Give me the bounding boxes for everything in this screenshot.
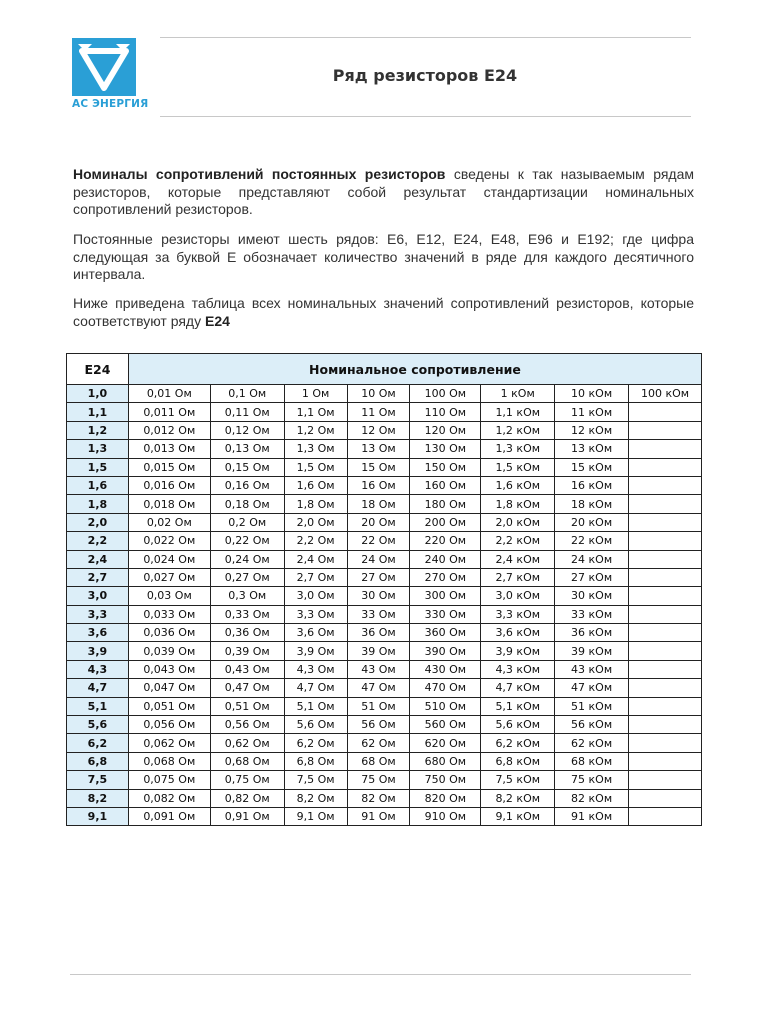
logo-text: АС ЭНЕРГИЯ bbox=[72, 98, 149, 110]
resistance-cell: 15 Ом bbox=[347, 458, 410, 476]
resistance-cell: 0,62 Ом bbox=[210, 734, 284, 752]
resistance-cell: 51 кОм bbox=[555, 697, 629, 715]
resistance-cell: 6,8 Ом bbox=[284, 752, 347, 770]
table-row bbox=[67, 697, 702, 715]
company-logo bbox=[72, 38, 149, 112]
resistance-cell: 75 кОм bbox=[555, 771, 629, 789]
resistance-cell: 5,6 Ом bbox=[284, 716, 347, 734]
resistance-cell: 62 Ом bbox=[347, 734, 410, 752]
resistance-cell: 0,047 Ом bbox=[128, 679, 210, 697]
resistance-cell: 0,051 Ом bbox=[128, 697, 210, 715]
resistance-cell: 5,1 Ом bbox=[284, 697, 347, 715]
resistance-cell bbox=[629, 587, 702, 605]
resistance-cell: 16 кОм bbox=[555, 476, 629, 494]
resistance-cell: 51 Ом bbox=[347, 697, 410, 715]
resistance-cell: 0,27 Ом bbox=[210, 568, 284, 586]
resistance-cell: 91 Ом bbox=[347, 807, 410, 825]
resistance-cell: 0,16 Ом bbox=[210, 476, 284, 494]
resistance-cell: 0,11 Ом bbox=[210, 403, 284, 421]
series-value-cell: 4,3 bbox=[67, 660, 129, 678]
resistance-cell bbox=[629, 624, 702, 642]
resistance-cell: 4,7 Ом bbox=[284, 679, 347, 697]
resistance-cell: 16 Ом bbox=[347, 476, 410, 494]
series-value-cell: 3,0 bbox=[67, 587, 129, 605]
resistance-cell: 62 кОм bbox=[555, 734, 629, 752]
table-row bbox=[67, 752, 702, 770]
resistance-cell: 0,68 Ом bbox=[210, 752, 284, 770]
resistance-cell: 1,8 кОм bbox=[481, 495, 555, 513]
table-row bbox=[67, 403, 702, 421]
resistance-cell bbox=[629, 532, 702, 550]
resistance-cell: 0,12 Ом bbox=[210, 421, 284, 439]
resistance-cell bbox=[629, 568, 702, 586]
resistance-cell bbox=[629, 403, 702, 421]
table-row bbox=[67, 476, 702, 494]
resistance-cell bbox=[629, 605, 702, 623]
resistance-cell: 4,3 Ом bbox=[284, 660, 347, 678]
resistance-cell: 0,22 Ом bbox=[210, 532, 284, 550]
resistance-cell: 27 Ом bbox=[347, 568, 410, 586]
resistance-cell: 22 Ом bbox=[347, 532, 410, 550]
resistance-cell: 3,0 Ом bbox=[284, 587, 347, 605]
resistance-cell: 150 Ом bbox=[410, 458, 481, 476]
resistance-cell: 5,6 кОм bbox=[481, 716, 555, 734]
series-value-cell: 2,4 bbox=[67, 550, 129, 568]
resistance-cell: 18 Ом bbox=[347, 495, 410, 513]
resistance-cell: 39 Ом bbox=[347, 642, 410, 660]
resistance-cell: 0,03 Ом bbox=[128, 587, 210, 605]
resistance-cell: 0,012 Ом bbox=[128, 421, 210, 439]
series-value-cell: 2,0 bbox=[67, 513, 129, 531]
table-row bbox=[67, 550, 702, 568]
resistance-cell: 0,47 Ом bbox=[210, 679, 284, 697]
resistance-cell bbox=[629, 421, 702, 439]
intro-p1-bold: Номиналы сопротивлений постоянных резисторов bbox=[73, 166, 446, 182]
resistance-cell: 0,1 Ом bbox=[210, 385, 284, 403]
resistance-cell: 3,9 Ом bbox=[284, 642, 347, 660]
resistance-cell bbox=[629, 734, 702, 752]
intro-p3-bold: Е24 bbox=[205, 312, 230, 329]
resistance-cell: 1 кОм bbox=[481, 385, 555, 403]
resistance-cell: 0,91 Ом bbox=[210, 807, 284, 825]
resistance-cell: 680 Ом bbox=[410, 752, 481, 770]
resistance-cell bbox=[629, 660, 702, 678]
series-value-cell: 3,9 bbox=[67, 642, 129, 660]
intro-p1-rest: сведены к так называемым рядам резисторов, которые представляют собой результат стандартизации номинальных сопротивлений резисторов. bbox=[73, 166, 694, 217]
resistance-cell: 3,9 кОм bbox=[481, 642, 555, 660]
resistance-cell: 1,3 Ом bbox=[284, 440, 347, 458]
resistance-cell: 2,0 Ом bbox=[284, 513, 347, 531]
resistance-cell: 20 Ом bbox=[347, 513, 410, 531]
page-title: Ряд резисторов Е24 bbox=[332, 66, 518, 85]
header-bottom-rule bbox=[160, 116, 691, 117]
table-row bbox=[67, 771, 702, 789]
resistance-cell bbox=[629, 789, 702, 807]
header-series: Е24 bbox=[67, 354, 129, 385]
resistance-cell: 1,2 кОм bbox=[481, 421, 555, 439]
intro-p3-text: Ниже приведена таблица всех номинальных значений сопротивлений резисторов, которые соответствуют ряду bbox=[73, 295, 694, 329]
resistance-cell: 0,33 Ом bbox=[210, 605, 284, 623]
resistance-cell: 1,1 Ом bbox=[284, 403, 347, 421]
resistance-cell: 24 кОм bbox=[555, 550, 629, 568]
resistance-cell: 130 Ом bbox=[410, 440, 481, 458]
resistance-cell bbox=[629, 476, 702, 494]
resistance-cell: 200 Ом bbox=[410, 513, 481, 531]
resistance-cell: 180 Ом bbox=[410, 495, 481, 513]
resistance-cell: 39 кОм bbox=[555, 642, 629, 660]
resistance-cell: 0,01 Ом bbox=[128, 385, 210, 403]
resistance-cell: 30 кОм bbox=[555, 587, 629, 605]
footer-rule bbox=[70, 974, 691, 975]
resistance-cell: 1 Ом bbox=[284, 385, 347, 403]
resistance-cell: 0,018 Ом bbox=[128, 495, 210, 513]
resistance-cell bbox=[629, 513, 702, 531]
resistance-cell: 0,43 Ом bbox=[210, 660, 284, 678]
series-value-cell: 1,1 bbox=[67, 403, 129, 421]
resistance-cell: 75 Ом bbox=[347, 771, 410, 789]
series-value-cell: 3,6 bbox=[67, 624, 129, 642]
resistance-cell: 0,033 Ом bbox=[128, 605, 210, 623]
resistance-cell: 1,2 Ом bbox=[284, 421, 347, 439]
series-value-cell: 4,7 bbox=[67, 679, 129, 697]
resistance-cell: 91 кОм bbox=[555, 807, 629, 825]
series-value-cell: 9,1 bbox=[67, 807, 129, 825]
resistance-cell: 0,068 Ом bbox=[128, 752, 210, 770]
table-row bbox=[67, 642, 702, 660]
resistance-cell: 33 кОм bbox=[555, 605, 629, 623]
resistance-cell: 160 Ом bbox=[410, 476, 481, 494]
series-value-cell: 8,2 bbox=[67, 789, 129, 807]
table-row bbox=[67, 679, 702, 697]
resistance-cell bbox=[629, 771, 702, 789]
resistance-cell: 0,024 Ом bbox=[128, 550, 210, 568]
resistance-cell: 36 кОм bbox=[555, 624, 629, 642]
resistance-cell: 240 Ом bbox=[410, 550, 481, 568]
resistance-cell: 56 кОм bbox=[555, 716, 629, 734]
resistance-cell: 300 Ом bbox=[410, 587, 481, 605]
resistance-cell: 330 Ом bbox=[410, 605, 481, 623]
resistance-cell: 0,36 Ом bbox=[210, 624, 284, 642]
resistance-cell: 13 Ом bbox=[347, 440, 410, 458]
table-header-row bbox=[67, 354, 702, 385]
series-value-cell: 1,5 bbox=[67, 458, 129, 476]
resistance-cell: 0,13 Ом bbox=[210, 440, 284, 458]
resistance-cell: 0,75 Ом bbox=[210, 771, 284, 789]
resistance-cell: 1,8 Ом bbox=[284, 495, 347, 513]
series-value-cell: 3,3 bbox=[67, 605, 129, 623]
table-row bbox=[67, 789, 702, 807]
resistance-cell: 6,8 кОм bbox=[481, 752, 555, 770]
resistance-cell: 5,1 кОм bbox=[481, 697, 555, 715]
resistance-cell: 0,075 Ом bbox=[128, 771, 210, 789]
resistance-cell: 22 кОм bbox=[555, 532, 629, 550]
header-nominal: Номинальное сопротивление bbox=[128, 354, 701, 385]
resistance-cell: 1,5 кОм bbox=[481, 458, 555, 476]
resistance-cell: 4,7 кОм bbox=[481, 679, 555, 697]
series-value-cell: 7,5 bbox=[67, 771, 129, 789]
resistance-cell: 68 Ом bbox=[347, 752, 410, 770]
resistance-cell: 2,2 Ом bbox=[284, 532, 347, 550]
resistance-cell: 0,51 Ом bbox=[210, 697, 284, 715]
resistance-cell: 560 Ом bbox=[410, 716, 481, 734]
resistance-cell: 1,1 кОм bbox=[481, 403, 555, 421]
resistance-cell: 620 Ом bbox=[410, 734, 481, 752]
resistance-cell: 0,027 Ом bbox=[128, 568, 210, 586]
table-row bbox=[67, 495, 702, 513]
resistance-cell: 100 кОм bbox=[629, 385, 702, 403]
resistance-cell: 9,1 Ом bbox=[284, 807, 347, 825]
resistance-cell: 3,3 кОм bbox=[481, 605, 555, 623]
resistance-cell bbox=[629, 550, 702, 568]
series-value-cell: 1,6 bbox=[67, 476, 129, 494]
resistance-cell bbox=[629, 642, 702, 660]
table-row bbox=[67, 624, 702, 642]
resistance-cell: 0,056 Ом bbox=[128, 716, 210, 734]
series-value-cell: 1,3 bbox=[67, 440, 129, 458]
resistance-cell: 1,5 Ом bbox=[284, 458, 347, 476]
header-top-rule bbox=[160, 37, 691, 38]
resistance-cell: 33 Ом bbox=[347, 605, 410, 623]
table-row bbox=[67, 458, 702, 476]
resistance-cell: 2,4 кОм bbox=[481, 550, 555, 568]
resistance-cell: 36 Ом bbox=[347, 624, 410, 642]
resistance-cell: 110 Ом bbox=[410, 403, 481, 421]
table-row bbox=[67, 605, 702, 623]
table-row bbox=[67, 660, 702, 678]
resistance-cell: 9,1 кОм bbox=[481, 807, 555, 825]
resistance-cell: 3,6 кОм bbox=[481, 624, 555, 642]
resistance-cell bbox=[629, 807, 702, 825]
resistance-cell: 0,15 Ом bbox=[210, 458, 284, 476]
resistance-cell: 1,3 кОм bbox=[481, 440, 555, 458]
series-value-cell: 6,8 bbox=[67, 752, 129, 770]
resistance-cell: 0,39 Ом bbox=[210, 642, 284, 660]
resistance-cell: 0,18 Ом bbox=[210, 495, 284, 513]
resistance-cell: 68 кОм bbox=[555, 752, 629, 770]
resistance-cell: 12 кОм bbox=[555, 421, 629, 439]
resistance-cell: 7,5 кОм bbox=[481, 771, 555, 789]
resistance-cell: 3,0 кОм bbox=[481, 587, 555, 605]
resistance-cell: 0,039 Ом bbox=[128, 642, 210, 660]
resistance-cell: 82 Ом bbox=[347, 789, 410, 807]
resistance-cell: 2,2 кОм bbox=[481, 532, 555, 550]
resistance-cell: 120 Ом bbox=[410, 421, 481, 439]
resistance-cell: 510 Ом bbox=[410, 697, 481, 715]
resistance-cell: 43 Ом bbox=[347, 660, 410, 678]
resistance-cell: 0,2 Ом bbox=[210, 513, 284, 531]
resistance-cell bbox=[629, 495, 702, 513]
resistance-cell: 2,7 Ом bbox=[284, 568, 347, 586]
resistance-cell: 10 Ом bbox=[347, 385, 410, 403]
resistance-cell: 2,0 кОм bbox=[481, 513, 555, 531]
table-row bbox=[67, 385, 702, 403]
resistance-cell: 430 Ом bbox=[410, 660, 481, 678]
resistance-cell: 12 Ом bbox=[347, 421, 410, 439]
table-row bbox=[67, 587, 702, 605]
resistance-cell bbox=[629, 752, 702, 770]
resistance-cell: 3,6 Ом bbox=[284, 624, 347, 642]
resistance-cell: 15 кОм bbox=[555, 458, 629, 476]
resistance-cell: 20 кОм bbox=[555, 513, 629, 531]
resistance-cell: 820 Ом bbox=[410, 789, 481, 807]
resistance-cell: 0,24 Ом bbox=[210, 550, 284, 568]
resistance-cell: 100 Ом bbox=[410, 385, 481, 403]
resistance-cell: 750 Ом bbox=[410, 771, 481, 789]
resistance-cell bbox=[629, 440, 702, 458]
resistor-table bbox=[66, 353, 702, 826]
series-value-cell: 1,8 bbox=[67, 495, 129, 513]
resistance-cell: 0,015 Ом bbox=[128, 458, 210, 476]
resistance-cell: 7,5 Ом bbox=[284, 771, 347, 789]
resistance-cell: 2,7 кОм bbox=[481, 568, 555, 586]
table-row bbox=[67, 568, 702, 586]
resistance-cell: 8,2 Ом bbox=[284, 789, 347, 807]
series-value-cell: 1,2 bbox=[67, 421, 129, 439]
resistance-cell: 30 Ом bbox=[347, 587, 410, 605]
resistance-cell: 24 Ом bbox=[347, 550, 410, 568]
series-value-cell: 2,7 bbox=[67, 568, 129, 586]
resistance-cell: 1,6 кОм bbox=[481, 476, 555, 494]
resistance-cell: 220 Ом bbox=[410, 532, 481, 550]
series-value-cell: 2,2 bbox=[67, 532, 129, 550]
logo-mark-icon bbox=[72, 38, 136, 96]
resistance-cell: 470 Ом bbox=[410, 679, 481, 697]
resistance-cell: 0,062 Ом bbox=[128, 734, 210, 752]
resistance-cell: 0,022 Ом bbox=[128, 532, 210, 550]
resistance-cell: 0,082 Ом bbox=[128, 789, 210, 807]
resistance-cell bbox=[629, 679, 702, 697]
resistance-cell: 0,02 Ом bbox=[128, 513, 210, 531]
resistance-cell: 3,3 Ом bbox=[284, 605, 347, 623]
resistance-cell: 360 Ом bbox=[410, 624, 481, 642]
resistance-cell: 6,2 Ом bbox=[284, 734, 347, 752]
resistance-cell: 56 Ом bbox=[347, 716, 410, 734]
series-value-cell: 5,1 bbox=[67, 697, 129, 715]
resistance-cell bbox=[629, 697, 702, 715]
table-row bbox=[67, 532, 702, 550]
table-body bbox=[67, 385, 702, 826]
resistance-cell: 11 кОм bbox=[555, 403, 629, 421]
series-value-cell: 1,0 bbox=[67, 385, 129, 403]
table-row bbox=[67, 734, 702, 752]
resistance-cell: 47 кОм bbox=[555, 679, 629, 697]
resistance-cell: 8,2 кОм bbox=[481, 789, 555, 807]
intro-paragraph-3 bbox=[73, 295, 694, 330]
intro-paragraph-2: Постоянные резисторы имеют шесть рядов: Е6, Е12, Е24, Е48, Е96 и Е192; где цифра следующая за буквой Е обозначает количество значений в ряде для каждого десятичного интервала. bbox=[73, 231, 694, 282]
resistance-cell: 0,56 Ом bbox=[210, 716, 284, 734]
resistance-cell: 0,043 Ом bbox=[128, 660, 210, 678]
resistance-cell: 0,82 Ом bbox=[210, 789, 284, 807]
resistance-cell: 270 Ом bbox=[410, 568, 481, 586]
resistance-cell bbox=[629, 458, 702, 476]
table-row bbox=[67, 440, 702, 458]
resistance-cell: 0,016 Ом bbox=[128, 476, 210, 494]
series-value-cell: 6,2 bbox=[67, 734, 129, 752]
resistance-cell: 27 кОм bbox=[555, 568, 629, 586]
resistance-cell: 6,2 кОм bbox=[481, 734, 555, 752]
resistance-cell: 10 кОм bbox=[555, 385, 629, 403]
resistance-cell: 13 кОм bbox=[555, 440, 629, 458]
resistance-cell: 0,013 Ом bbox=[128, 440, 210, 458]
resistance-cell: 11 Ом bbox=[347, 403, 410, 421]
intro-paragraph-1 bbox=[73, 166, 694, 219]
resistance-cell: 0,091 Ом bbox=[128, 807, 210, 825]
resistance-cell: 47 Ом bbox=[347, 679, 410, 697]
resistance-cell: 390 Ом bbox=[410, 642, 481, 660]
resistance-cell: 43 кОм bbox=[555, 660, 629, 678]
table-row bbox=[67, 513, 702, 531]
resistance-cell: 82 кОм bbox=[555, 789, 629, 807]
table-row bbox=[67, 421, 702, 439]
resistance-cell: 2,4 Ом bbox=[284, 550, 347, 568]
series-value-cell: 5,6 bbox=[67, 716, 129, 734]
resistance-cell: 910 Ом bbox=[410, 807, 481, 825]
resistance-cell bbox=[629, 716, 702, 734]
table-row bbox=[67, 807, 702, 825]
table-row bbox=[67, 716, 702, 734]
resistance-cell: 1,6 Ом bbox=[284, 476, 347, 494]
resistance-cell: 0,011 Ом bbox=[128, 403, 210, 421]
resistance-cell: 0,3 Ом bbox=[210, 587, 284, 605]
resistance-cell: 18 кОм bbox=[555, 495, 629, 513]
resistance-cell: 0,036 Ом bbox=[128, 624, 210, 642]
resistance-cell: 4,3 кОм bbox=[481, 660, 555, 678]
